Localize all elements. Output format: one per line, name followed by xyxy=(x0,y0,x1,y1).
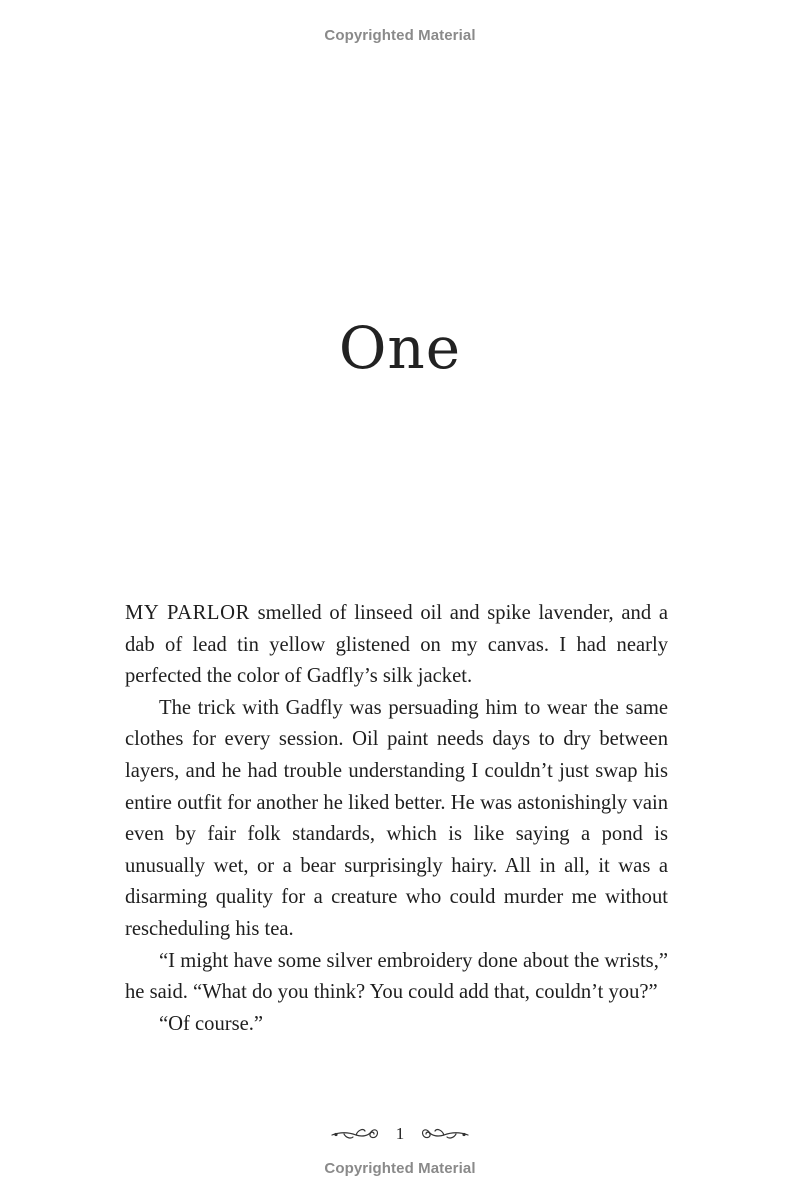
paragraph-1-text: smelled of linseed oil and spike lavender, and a dab of lead tin yellow glistened on my canvas. I had nearly perfected the color of Gadfly’s silk jacket. xyxy=(125,602,668,688)
chapter-title: One xyxy=(338,314,462,382)
chapter-body xyxy=(125,598,668,1040)
scroll-ornament-left-icon xyxy=(330,1123,380,1145)
copyright-watermark-top: Copyrighted Material xyxy=(324,27,476,44)
paragraph-3: “I might have some silver embroidery done about the wrists,” he said. “What do you think? You could add that, couldn’t you?” xyxy=(125,949,668,1004)
page-footer xyxy=(0,1120,800,1148)
paragraph-2: The trick with Gadfly was persuading him to wear the same clothes for every session. Oil paint needs days to dry between layers, and he had trouble understanding I couldn’t just swap his entire outfit for another he liked better. He was astonishingly vain even by fair folk standards, which is like saying a pond is unusually wet, or a bear surprisingly hairy. All in all, it was a disarming quality for a creature who could murder me without rescheduling his tea. xyxy=(125,696,668,940)
paragraph-4: “Of course.” xyxy=(159,1012,264,1035)
scroll-ornament-right-icon xyxy=(420,1123,470,1145)
page-number: 1 xyxy=(395,1124,405,1143)
paragraph-1 xyxy=(125,598,668,693)
opening-words: MY PARLOR xyxy=(125,602,250,624)
copyright-watermark-bottom: Copyrighted Material xyxy=(324,1160,476,1177)
